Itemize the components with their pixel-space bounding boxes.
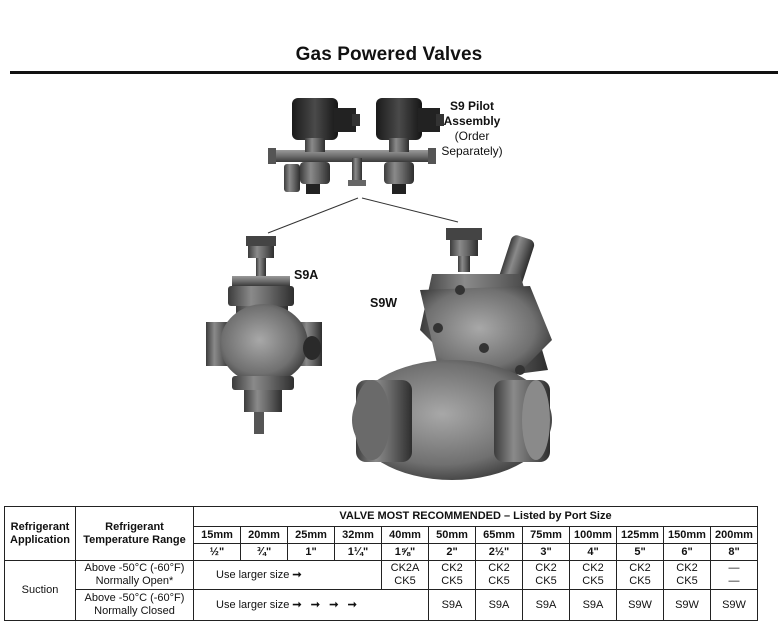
valve-cell: S9A bbox=[570, 590, 617, 621]
valve-cell: S9A bbox=[523, 590, 570, 621]
pilot-assembly-label bbox=[440, 99, 504, 159]
size-mm: 15mm bbox=[194, 527, 241, 544]
application-cell: Suction bbox=[5, 561, 76, 621]
arrow-icon: ➞ bbox=[292, 568, 302, 581]
s9w-label: S9W bbox=[370, 296, 398, 310]
valve-cell: S9A bbox=[429, 590, 476, 621]
size-in: 3" bbox=[523, 544, 570, 561]
pilot-label-bold: S9 Pilot Assembly bbox=[443, 99, 501, 128]
col-header-application: Refrigerant Application bbox=[5, 507, 76, 561]
page-title: Gas Powered Valves bbox=[295, 44, 483, 65]
valve-cell: CK2 CK5 bbox=[664, 561, 711, 590]
valve-recommendation-table bbox=[4, 506, 758, 621]
size-in: 4" bbox=[570, 544, 617, 561]
size-in: 2½" bbox=[476, 544, 523, 561]
size-in: ½" bbox=[194, 544, 241, 561]
size-mm: 32mm bbox=[335, 527, 382, 544]
use-larger-cell bbox=[194, 561, 382, 590]
valve-cell: CK2 CK5 bbox=[476, 561, 523, 590]
size-in: 5" bbox=[617, 544, 664, 561]
size-mm: 100mm bbox=[570, 527, 617, 544]
size-mm: 65mm bbox=[476, 527, 523, 544]
pilot-label-note: (Order Separately) bbox=[441, 129, 503, 158]
size-in: ¾" bbox=[241, 544, 288, 561]
size-in: 1" bbox=[288, 544, 335, 561]
size-in: 6" bbox=[664, 544, 711, 561]
range-line1: Above -50°C (-60°F) bbox=[84, 562, 185, 574]
valve-cell: S9W bbox=[617, 590, 664, 621]
valve-illustration bbox=[0, 80, 778, 500]
table-row bbox=[5, 561, 758, 590]
valve-cell: CK2 CK5 bbox=[570, 561, 617, 590]
size-mm: 40mm bbox=[382, 527, 429, 544]
size-mm: 200mm bbox=[711, 527, 758, 544]
size-mm: 20mm bbox=[241, 527, 288, 544]
size-in: 1⅝" bbox=[382, 544, 429, 561]
size-mm: 125mm bbox=[617, 527, 664, 544]
s9a-label: S9A bbox=[294, 268, 319, 282]
valve-cell: CK2 CK5 bbox=[617, 561, 664, 590]
size-in: 8" bbox=[711, 544, 758, 561]
valve-cell: CK2 CK5 bbox=[523, 561, 570, 590]
range-line2: Normally Closed bbox=[94, 605, 175, 617]
size-in: 1¼" bbox=[335, 544, 382, 561]
valve-cell: — — bbox=[711, 561, 758, 590]
title-divider bbox=[10, 71, 778, 74]
range-line2: Normally Open* bbox=[95, 575, 174, 587]
valve-cell: CK2 CK5 bbox=[429, 561, 476, 590]
use-larger-text: Use larger size bbox=[216, 598, 290, 611]
valve-cell: CK2A CK5 bbox=[382, 561, 429, 590]
valve-cell: S9W bbox=[711, 590, 758, 621]
s9w-valve-image bbox=[352, 228, 552, 480]
size-mm: 75mm bbox=[523, 527, 570, 544]
pilot-assembly-image bbox=[268, 98, 444, 194]
col-header-range: Refrigerant Temperature Range bbox=[76, 507, 194, 561]
size-mm: 25mm bbox=[288, 527, 335, 544]
valve-cell: S9W bbox=[664, 590, 711, 621]
use-larger-cell bbox=[194, 590, 429, 621]
col-header-group: VALVE MOST RECOMMENDED – Listed by Port Size bbox=[194, 507, 758, 527]
arrow-icon: ➞ ➞ ➞ ➞ bbox=[292, 598, 357, 611]
range-cell bbox=[76, 590, 194, 621]
range-cell bbox=[76, 561, 194, 590]
size-mm: 50mm bbox=[429, 527, 476, 544]
size-in: 2" bbox=[429, 544, 476, 561]
s9a-valve-image bbox=[206, 236, 322, 434]
range-line1: Above -50°C (-60°F) bbox=[84, 592, 185, 604]
valve-cell: S9A bbox=[476, 590, 523, 621]
table-row bbox=[5, 590, 758, 621]
size-mm: 150mm bbox=[664, 527, 711, 544]
use-larger-text: Use larger size bbox=[216, 568, 290, 581]
